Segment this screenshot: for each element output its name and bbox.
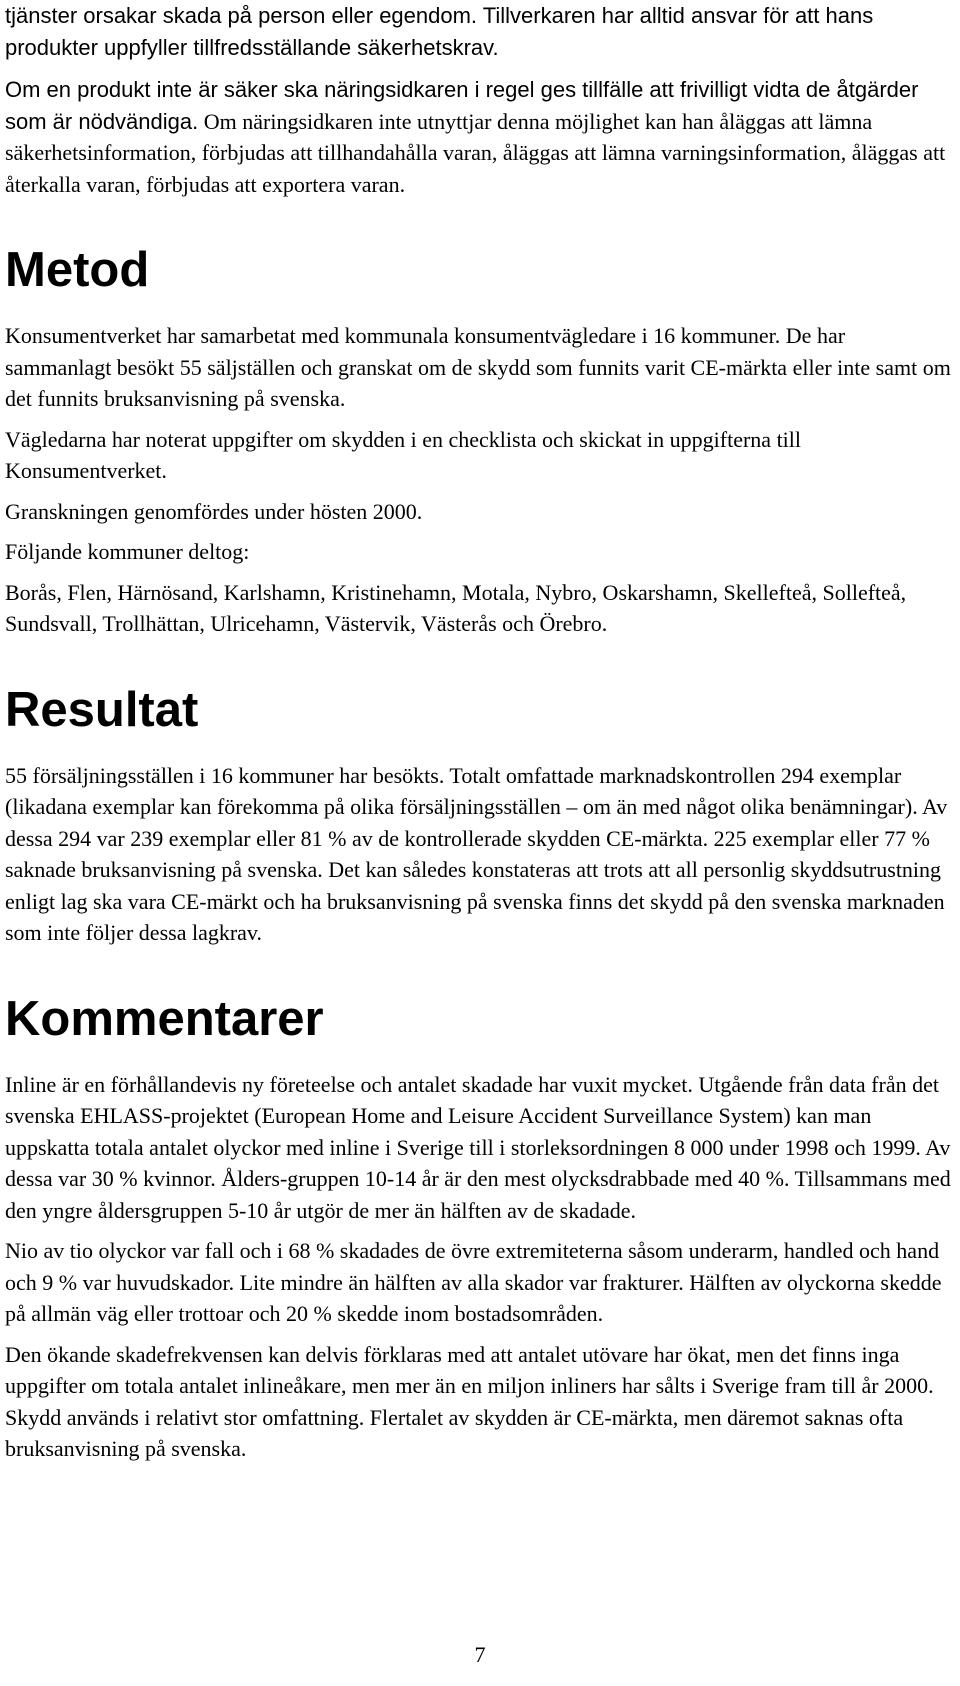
resultat-paragraph-1: 55 försäljningsställen i 16 kommuner har besökts. Totalt omfattade marknadskontrollen 294 exemplar (likadana exemplar kan förekomma på olika försäljningsställen – om än med något olika benämningar). Av dessa 294 var 239 exemplar eller 81 % av de kontrollerade skydden CE-märkta. 225 exemplar eller 77 % saknade bruksanvisning på svenska. Det kan således konstateras att trots att all personlig skyddsutrustning enligt lag ska vara CE-märkt och ha bruksanvisning på svenska finns det skydd på den svenska marknaden som inte följer dessa lagkrav. — [5, 762, 948, 945]
metod-paragraph-3: Granskningen genomfördes under hösten 2000. — [5, 498, 423, 524]
kommentarer-heading: Kommentarer — [5, 991, 324, 1046]
intro-paragraph-1: tjänster orsakar skada på person eller egendom. Tillverkaren har alltid ansvar för att hans produkter uppfyller tillfredsställande säkerhetskrav. — [5, 3, 874, 60]
metod-heading: Metod — [5, 243, 150, 297]
intro-paragraph-2-sans-part: Om en produkt inte är säker ska näringsidkaren i regel ges tillfälle att frivilligt vidta de åtgärder som är nödvändiga. — [5, 77, 919, 134]
metod-paragraph-5: Borås, Flen, Härnösand, Karlshamn, Kristinehamn, Motala, Nybro, Oskarshamn, Skellefteå, Sollefteå, Sundsvall, Trollhättan, Ulricehamn, Västervik, Västerås och Örebro. — [5, 579, 907, 636]
resultat-heading: Resultat — [5, 682, 199, 737]
metod-paragraph-4: Följande kommuner deltog: — [5, 539, 250, 564]
intro-paragraph-2 — [5, 74, 953, 200]
metod-paragraph-1: Konsumentverket har samarbetat med kommunala konsumentvägledare i 16 kommuner. De har sammanlagt besökt 55 säljställen och granskat om de skydd som funnits varit CE-märkta eller inte samt om det funnits bruksanvisning på svenska. — [5, 323, 951, 411]
document-page — [5, 0, 953, 1465]
kommentarer-paragraph-1: Inline är en förhållandevis ny företeelse och antalet skadade har vuxit mycket. Utgående från data från det svenska EHLASS-projektet (European Home and Leisure Accident Surveillance System) kan man uppskatta totala antalet olyckor med inline i Sverige till i storleksordningen 8 000 under 1998 och 1999. Av dessa var 30 % kvinnor. Ålders-gruppen 10-14 år är den mest olycksdrabbade med 40 %. Tillsammans med den yngre åldersgruppen 5-10 år utgör de mer än hälften av de skadade. — [5, 1071, 951, 1223]
kommentarer-paragraph-3: Den ökande skadefrekvensen kan delvis förklaras med att antalet utövare har ökat, men det finns inga uppgifter om totala antalet inlineåkare, men mer än en miljon inliners har sålts i Sverige fram till år 2000. Skydd används i relativt stor omfattning. Flertalet av skydden är CE-märkta, men däremot saknas ofta bruksanvisning på svenska. — [5, 1341, 934, 1461]
intro-paragraph-2-serif-part: Om näringsidkaren inte utnyttjar denna möjlighet kan han åläggas att lämna säkerhetsinformation, förbjudas att tillhandahålla varan, åläggas att lämna varningsinformation, åläggas att återkalla varan, förbjudas att exportera varan. — [5, 108, 946, 197]
kommentarer-paragraph-2: Nio av tio olyckor var fall och i 68 % skadades de övre extremiteterna såsom underarm, handled och hand och 9 % var huvudskador. Lite mindre än hälften av alla skador var frakturer. Hälften av olyckorna skedde på allmän väg eller trottoar och 20 % skedde inom bostadsområden. — [5, 1238, 942, 1326]
metod-paragraph-2: Vägledarna har noterat uppgifter om skydden i en checklista och skickat in uppgifterna till Konsumentverket. — [5, 426, 802, 483]
page-number: 7 — [474, 1642, 486, 1667]
